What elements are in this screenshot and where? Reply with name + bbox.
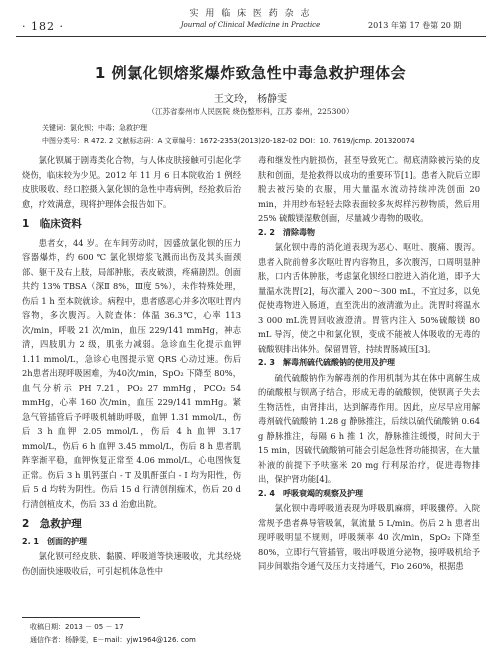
subsection-heading-remove-toxin: 2. 2 清除毒物 xyxy=(258,227,315,237)
article-affiliation: （江苏省泰州市人民医院 烧伤整形科，江苏 泰州，225300） xyxy=(147,107,354,116)
issue-info: 2013 年第 17 卷第 20 期 xyxy=(368,21,462,30)
intro-paragraph: 氯化钡属于剧毒类化合物，与人体皮肤接触可引起化学烧伤，临床较为少见。2012 年 11 月 6 日本院收治 1 例经皮肤吸收、经口腔摄入氯化钡的急性中毒病例，经抢救后治愈，疗效满意，现将护理体会报告如下。 xyxy=(22,155,241,209)
keywords: 关键词：氯化钡；中毒；急救护理 xyxy=(42,124,147,132)
subsection-heading-respiratory-failure: 2. 4 呼吸衰竭的观察及护理 xyxy=(258,488,363,498)
page-number: · 182 · xyxy=(22,20,64,33)
remove-toxin-paragraph: 氯化钡中毒的消化道表现为恶心、呕吐、腹痛、腹泻。患者入院前曾多次呕吐胃内容物且，多次腹泻，口周明显肿胀，口内舌体肿胀，考虑氯化钡经口腔进入消化道，即予大量温水洗胃[2]，每次灌入 200～300 mL，不宜过多，以免促使毒物进入肠道，直至洗出的液清澈为止。洗胃时将温水 3 000 mL洗胃回收液澄清。胃管内注入 50%硫酸镁 80 mL 导泻，使之中和氯化钡，变成不能被人体吸收的无毒的硫酸钡排出体外。保留胃管，持续胃肠减压[3]。 xyxy=(258,242,480,354)
section-heading-emergency-care: 2 急救护理 xyxy=(22,518,82,530)
corresponding-author: 通信作者：杨静雯，E－mail：yjw1964@126. com xyxy=(30,636,196,644)
article-authors: 王文玲， 杨静雯 xyxy=(213,94,288,105)
header-divider xyxy=(16,36,486,37)
right-column xyxy=(258,153,480,574)
respiratory-failure-paragraph: 氯化钡中毒呼吸道表现为呼吸肌麻痹，呼吸骤停。入院常规予患者鼻导管吸氧，氧流量 5 L/min。伤后 2 h 患者出现呼吸明显不规则，呼吸频率 40 次/min，SpO₂ 下降至 80%，立即行气管插管，吸出呼吸道分泌物，接呼吸机给予同步间歇指令通气及压力支持通气，Fio 260%，根据患 xyxy=(258,503,480,571)
case-paragraph: 患者女，44 岁。在车间劳动时，因盛放氯化钡的压力容器爆炸，约 600 ℃ 氯化钡熔浆飞溅而出伤及其头面颈部、躯干及右上肢，局部肿胀，表皮破溃，疼痛剧烈。创面共约 13% TBSA（深Ⅱ 8%，Ⅲ度 5%），未作特殊处理，伤后 1 h 至本院就诊。病程中，患者感恶心并多次呕吐胃内容物，多次腹泻。入院查体：体温 36.3℃，心率 113次/min，呼吸 21 次/min，血压 229/141 mmHg，神志清，四肢肌力 2 级，肌张力减弱。急诊血生化提示血钾 1.11 mmol/L，急诊心电图提示宽 QRS 心动过速。伤后2h患者出现呼吸困难，为40次/min，SpO₂ 下降至 80%，血气分析示 PH 7.21，PO₂ 27 mmHg，PCO₂ 54 mmHg，心率 160 次/min，血压 229/141 mmHg。紧急气管插管后予呼吸机辅助呼吸，血钾 1.31 mmol/L，伤后 3 h 血钾 2.05 mmol/L，伤后 4 h 血钾 3.17 mmol/L，伤后 6 h 血钾 3.45 mmol/L，伤后 8 h 患者肌阵挛渐平稳，血钾恢复正常至 4.06 mmol/L，心电图恢复正常。伤后 3 h 肌钙蛋白 - T 及肌酐蛋白 - I 均为阳性，伤后 5 d 均转为阴性。伤后 15 d 行清创削痂术，伤后 20 d 行清创植皮术，伤后 33 d 治愈出院。 xyxy=(22,237,241,509)
article-title: 1 例氯化钡熔浆爆炸致急性中毒急救护理体会 xyxy=(94,64,407,82)
wound-care-continued-paragraph: 毒和继发性内脏损伤，甚至导致死亡。彻底清除被污染的皮肤和创面，是抢救得以成功的重要环节[1]。患者入院后立即脱去被污染的衣服，用大量温水流动持续冲洗创面 20 min，并用纱布轻轻去除表面较多灰烬样污秽物质，然后用 25% 硫酸镁湿敷创面，尽量减少毒物的吸收。 xyxy=(258,155,480,223)
left-column xyxy=(22,153,241,578)
journal-name-cn: 实 用 临 床 医 药 杂 志 xyxy=(189,9,312,19)
journal-name-en: Journal of Clinical Medicine in Practice xyxy=(180,21,321,29)
antidote-paragraph: 硫代硫酸钠作为解毒剂的作用机制为其在体中离解生成的硫酸根与钡离子结合，形成无毒的硫酸钡，使钡离子失去生物活性，由肾排出，达到解毒作用。因此，应尽早应用解毒剂硫代硫酸钠 1.28 g 静脉推注，后续以硫代硫酸钠 0.64 g 静脉推注，每隔 6 h 推 1 次，静脉推注缓慢，时间大于 15 min，因硫代硫酸钠可能会引起急性肾功能损害，在大量补液的前提下予呋塞米 20 mg 行利尿治疗，促进毒物排出，保护肾功能[4]。 xyxy=(258,372,480,484)
section-heading-clinical: 1 临床资料 xyxy=(22,218,82,230)
subsection-heading-wound-care: 2. 1 创面的护理 xyxy=(22,536,87,546)
subsection-heading-antidote: 2. 3 解毒剂硫代硫酸钠的使用及护理 xyxy=(258,358,395,367)
wound-care-paragraph: 氯化钡可经皮肤、黏膜、呼吸道等快速吸收，尤其经烧伤创面快速吸收后，可引起机体急性中 xyxy=(22,551,241,576)
footnote-divider xyxy=(22,617,140,618)
classification-line: 中图分类号：R 472. 2 文献标志码：A 文章编号：1672-2353(2013)20-182-02 DOI：10. 7619/jcmp. 201320074 xyxy=(42,137,415,145)
received-date: 收稿日期：2013 － 05 － 17 xyxy=(30,623,124,631)
